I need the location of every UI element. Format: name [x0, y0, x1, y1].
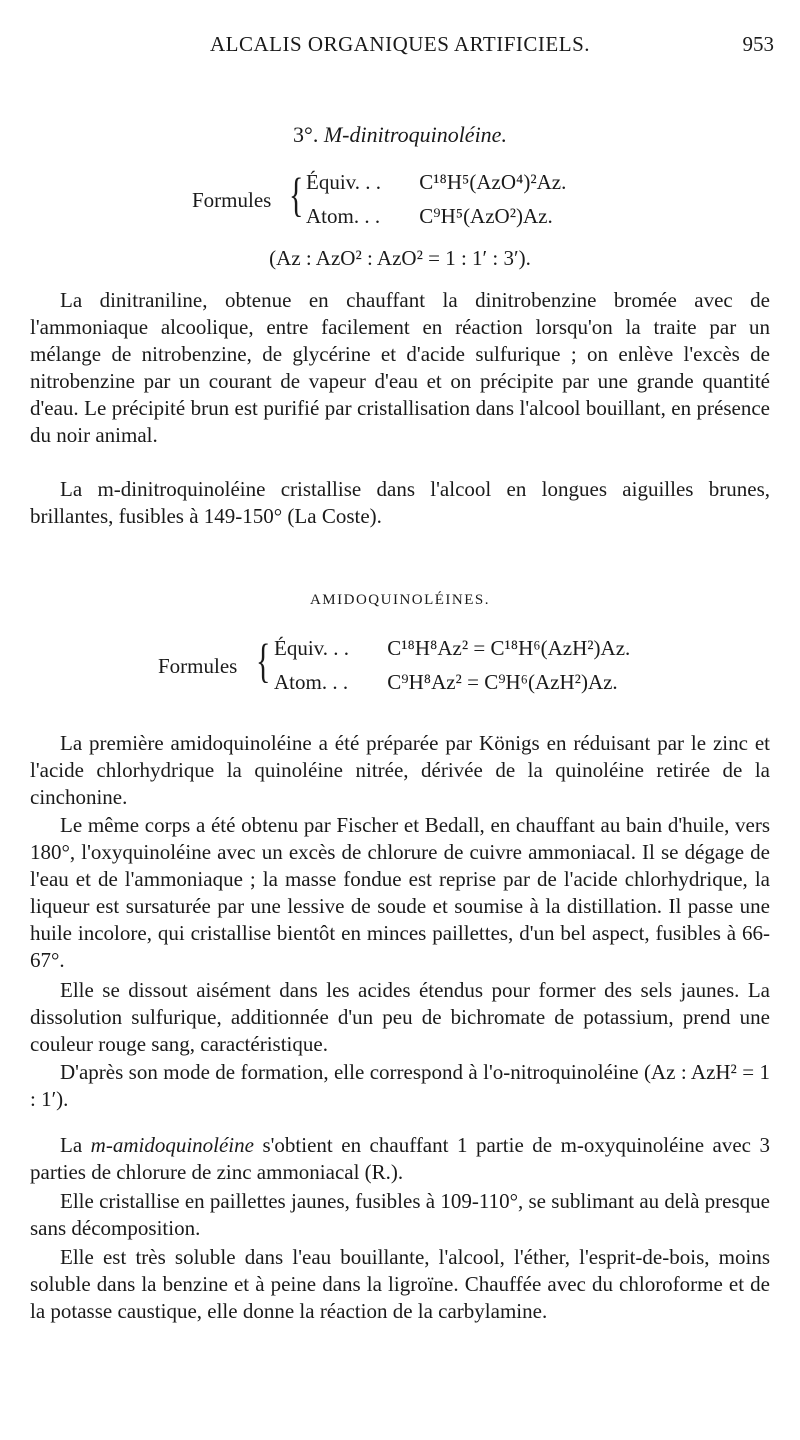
paragraph	[30, 1244, 770, 1325]
formula-equiv: C¹⁸H⁸Az² = C¹⁸H⁶(AzH²)Az.	[387, 636, 631, 660]
formula-label: Formules	[158, 654, 238, 678]
page-header	[0, 30, 800, 60]
formula-kind-equiv: Équiv. . .	[274, 636, 350, 660]
formula-atom: C⁹H⁸Az² = C⁹H⁶(AzH²)Az.	[387, 670, 618, 694]
paragraph	[30, 812, 770, 974]
paragraph	[30, 977, 770, 1058]
subsection-heading: AMIDOQUINOLÉINES.	[309, 592, 491, 608]
section-heading: M-dinitroquinoléine.	[323, 122, 507, 147]
paragraph-text: s'obtient en chauffant 1 partie de m-oxyquinoléine avec 3 parties de chlorure de zinc ammoniacal (R.).	[30, 1133, 770, 1184]
section-title	[0, 122, 800, 148]
formula-kind-atom: Atom. . .	[306, 204, 381, 228]
paragraph-text: La dinitraniline, obtenue en chauffant la dinitrobenzine bromée avec de l'ammoniaque alcoolique, entre facilement en réaction lorsqu'on la traite par un mélange de nitrobenzine, de glycérine et d'acide sulfurique ; on enlève l'excès de nitrobenzine par un courant de vapeur d'eau et on précipite par une grande quantité d'eau. Le précipité brun est purifié par cristallisation dans l'alcool bouillant, en présence du noir animal.	[30, 288, 770, 447]
formula-kind-atom: Atom. . .	[274, 670, 349, 694]
compound-name: m-amidoquinoléine	[90, 1133, 254, 1157]
page-number: 953	[742, 32, 774, 56]
formula-atom: C⁹H⁵(AzO²)Az.	[419, 204, 553, 228]
formula-row-equiv	[306, 170, 566, 195]
section-number: 3°.	[293, 122, 319, 147]
formula-kind-equiv: Équiv. . .	[306, 170, 382, 194]
running-title: ALCALIS ORGANIQUES ARTIFICIELS.	[210, 32, 590, 56]
left-brace: {	[256, 634, 271, 688]
paragraph-text: Le même corps a été obtenu par Fischer et Bedall, en chauffant au bain d'huile, vers 180°, l'oxyquinoléine avec un excès de chlorure de cuivre ammoniacal. Il se dégage de l'eau et de l'ammoniaque ; la masse fondue est reprise par de l'acide chlorhydrique, la liqueur est sursaturée par une lessive de soude et soumise à la distillation. Il passe une huile incolore, qui cristallise bientôt en minces paillettes, d'un bel aspect, fusibles à 66-67°.	[30, 813, 770, 972]
formula-equiv: C¹⁸H⁵(AzO⁴)²Az.	[419, 170, 567, 194]
paragraph-text: Elle cristallise en paillettes jaunes, fusibles à 109-110°, se sublimant au delà presque sans décomposition.	[30, 1189, 770, 1240]
formula-row-atom	[274, 670, 618, 695]
formula-block-1	[0, 170, 800, 240]
paragraph-text: Elle est très soluble dans l'eau bouillante, l'alcool, l'éther, l'esprit-de-bois, moins soluble dans la benzine et à peine dans la ligroïne. Chauffée avec du chloroforme et de la potasse caustique, elle donne la réaction de la carbylamine.	[30, 1245, 770, 1323]
paragraph	[30, 1059, 770, 1113]
paragraph-text: Elle se dissout aisément dans les acides étendus pour former des sels jaunes. La dissolution sulfurique, additionnée d'un peu de bichromate de potassium, prend une couleur rouge sang, caractéristique.	[30, 978, 770, 1056]
formula-row-atom	[306, 204, 553, 229]
formula-block-2	[0, 636, 800, 706]
paragraph-text: La m-dinitroquinoléine cristallise dans l'alcool en longues aiguilles brunes, brillantes, fusibles à 149-150° (La Coste).	[30, 477, 770, 528]
position-ratio: (Az : AzO² : AzO² = 1 : 1′ : 3′).	[269, 246, 531, 270]
left-brace: {	[289, 168, 304, 222]
formula-row-equiv	[274, 636, 630, 661]
paragraph-text: La première amidoquinoléine a été préparée par Königs en réduisant par le zinc et l'acide chlorhydrique la quinoléine nitrée, dérivée de la quinoléine retirée de la cinchonine.	[30, 731, 770, 809]
paragraph-prefix: La	[60, 1133, 83, 1157]
paragraph	[30, 287, 770, 449]
paragraph	[30, 730, 770, 811]
formula-label: Formules	[192, 188, 272, 212]
paragraph	[30, 476, 770, 530]
paragraph-text: D'après son mode de formation, elle correspond à l'o-nitroquinoléine (Az : AzH² = 1 : 1′).	[30, 1060, 770, 1111]
paragraph	[30, 1132, 770, 1186]
paragraph	[30, 1188, 770, 1242]
